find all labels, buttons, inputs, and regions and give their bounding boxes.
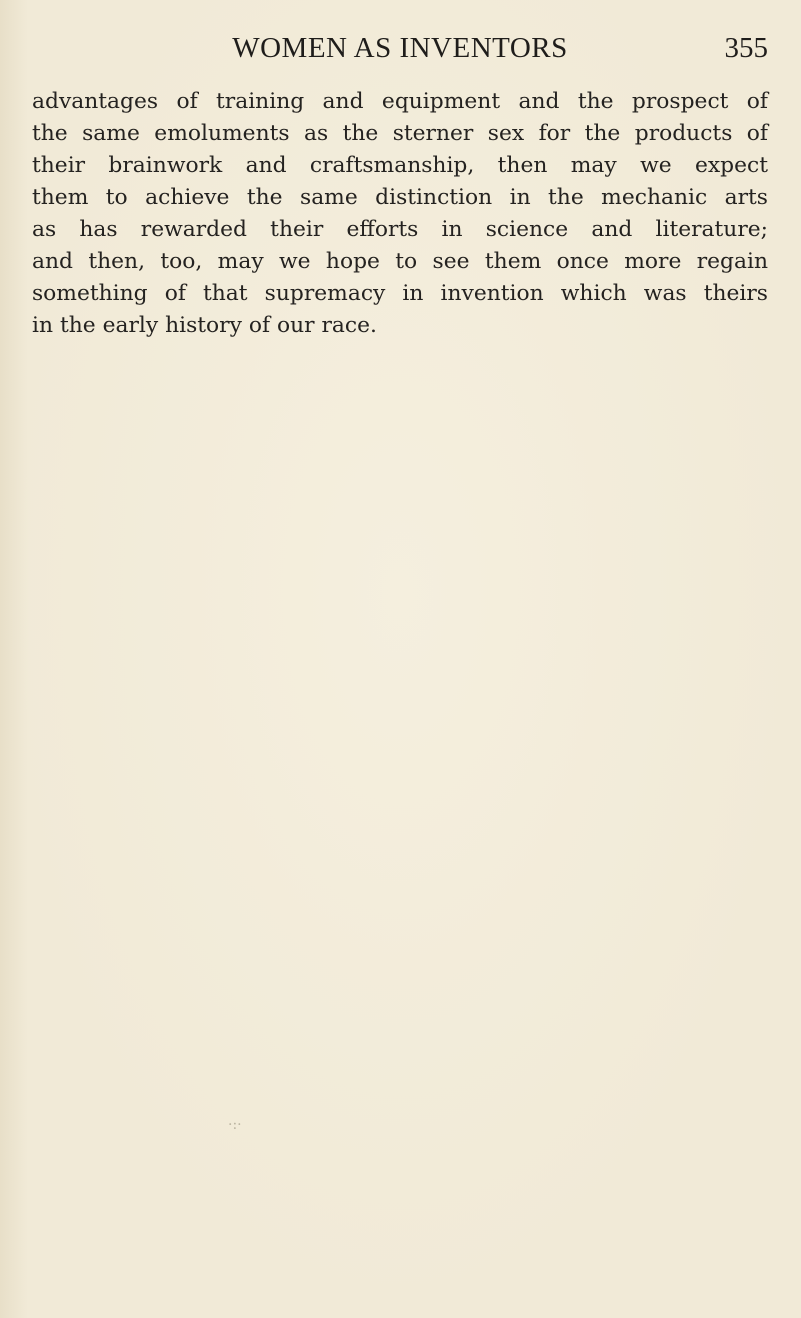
text-line: the same emoluments as the sterner sex for the products of	[32, 121, 768, 146]
text-line: and then, too, may we hope to see them once more regain	[32, 249, 768, 274]
text-line: advantages of training and equipment and the prospect of	[32, 89, 768, 114]
running-title: WOMEN AS INVENTORS	[232, 32, 568, 64]
text-line: in the early history of our race.	[32, 313, 377, 338]
text-line: something of that supremacy in invention which was theirs	[32, 281, 768, 306]
running-head	[32, 32, 768, 72]
page-number: 355	[724, 32, 768, 64]
body-paragraph	[32, 86, 768, 342]
page-smudge: ·:·	[228, 1117, 242, 1133]
text-line: their brainwork and craftsmanship, then may we expect	[32, 153, 768, 178]
text-line: as has rewarded their efforts in science and literature;	[32, 217, 768, 242]
text-line: them to achieve the same distinction in the mechanic arts	[32, 185, 768, 210]
